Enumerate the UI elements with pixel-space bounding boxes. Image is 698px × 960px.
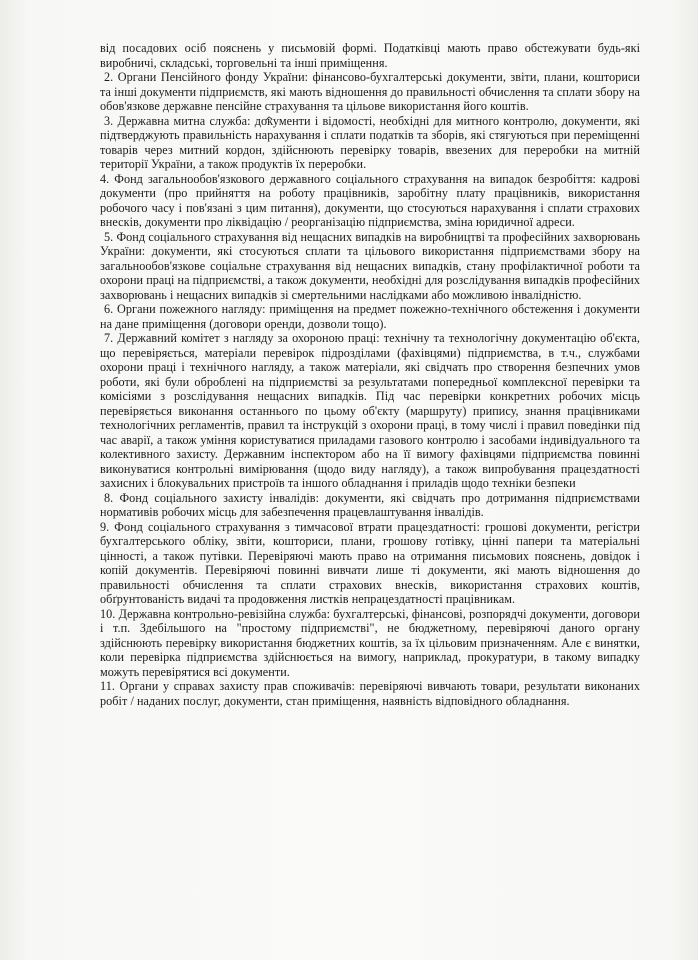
pen-mark	[265, 116, 271, 120]
document-body	[100, 41, 640, 708]
paragraph-item-4: 4. Фонд загальнообов'язкового державного соціального страхування на випадок безробіття: кадрові документи (про прийняття на роботу працівників, заробітну плату працівників, використання робочого часу і пов'язані з цим питання), документи, що стосуються нарахування і сплати страхових внесків, документи про ліквідацію / реорганізацію підприємства, зміна юридичної адреси.	[100, 171, 640, 229]
paragraph-item-8: 8. Фонд соціального захисту інвалідів: документи, які свідчать про дотримання підприємствами нормативів робочих місць для забезпечення працевлаштування інвалідів.	[100, 490, 640, 519]
paragraph-item-10: 10. Державна контрольно-ревізійна служба: бухгалтерські, фінансові, розпорядчі документи, договори і т.п. Здебільшого на "простому підприємстві", не бюджетному, перевіряючі даного органу здійснюють перевірку використання бюджетних коштів, за їх цільовим призначенням. Але є винятки, коли перевірка підприємства здійснюється на вимогу, наприклад, прокуратури, в такому випадку можуть перевірятися всі документи.	[100, 606, 640, 679]
paragraph-continuation: від посадових осіб пояснень у письмовій формі. Податківці мають право обстежувати будь-які виробничі, складські, торговельні та інші приміщення.	[100, 41, 640, 70]
paragraph-item-5: 5. Фонд соціального страхування від нещасних випадків на виробництві та професійних захворювань України: документи, які стосуються сплати та цільового використання підприємствами збору на загальнообов'язкове соціальне страхування від нещасних випадків, стану профілактичної роботи та охорони праці на підприємстві, а також документи, необхідні для розслідування випадків професійних захворювань і нещасних випадків зі смертельними наслідками або можливою інвалідністю.	[100, 229, 640, 302]
paragraph-item-11: 11. Органи у справах захисту прав споживачів: перевіряючі вивчають товари, результати виконаних робіт / наданих послуг, документи, стан приміщення, наявність відповідного обладнання.	[100, 679, 640, 708]
paragraph-item-2: 2. Органи Пенсійного фонду України: фінансово-бухгалтерські документи, звіти, плани, кошториси та інші документи підприємств, які мають відношення до правильності обчислення та сплати збору на обов'язкове державне пенсійне страхування та цільове використання його коштів.	[100, 70, 640, 113]
paragraph-item-9: 9. Фонд соціального страхування з тимчасової втрати працездатності: грошові документи, регістри бухгалтерського обліку, звіти, кошториси, плани, грошову готівку, цінні папери та матеріальні цінності, а також путівки. Перевіряючі мають право на отримання письмових пояснень, довідок і копій документів. Перевіряючі повинні вивчати лише ті документи, які мають відношення до правильності обчислення та сплати страхових внесків, використання страхових коштів, обґрунтованість видачі та продовження листків непрацездатності працівникам.	[100, 519, 640, 606]
paragraph-item-6: 6. Органи пожежного нагляду: приміщення на предмет пожежно-технічного обстеження і документи на дане приміщення (договори оренди, дозволи тощо).	[100, 302, 640, 331]
paragraph-item-7: 7. Державний комітет з нагляду за охороною праці: технічну та технологічну документацію об'єкта, що перевіряється, матеріали перевірок підрозділами (фахівцями) підприємства, в т.ч., службами охорони праці і технічного нагляду, а також матеріали, які свідчать про створення безпечних умов роботи, які були оброблені на підприємстві за результатами попередньої комплексної перевірки та комісіями з розслідування нещасних випадків. Під час перевірки конкретних робочих місць перевіряється виконання останнього по цьому об'єкту (маршруту) припису, знання працівниками технологічних регламентів, правил та інструкцій з охорони праці, в тому числі і правил поведінки під час аварії, а також уміння користуватися приладами газового контролю і засобами індивідуального та колективного захисту. Державним інспектором або на її вимогу фахівцями підприємства повинні виконуватися контрольні вимірювання (щодо виду нагляду), а також випробування працездатності захисних і блокувальних пристроїв та іншого обладнання і приладів щодо техніки безпеки	[100, 331, 640, 490]
paragraph-item-3: 3. Державна митна служба: документи і відомості, необхідні для митного контролю, документи, які підтверджують правильність нарахування і сплати податків та зборів, які стягуються при переміщенні товарів через митний кордон, здійснюють перевірку товарів, ввезених для переробки на митній території України, а також продуктів їх переробки.	[100, 113, 640, 171]
